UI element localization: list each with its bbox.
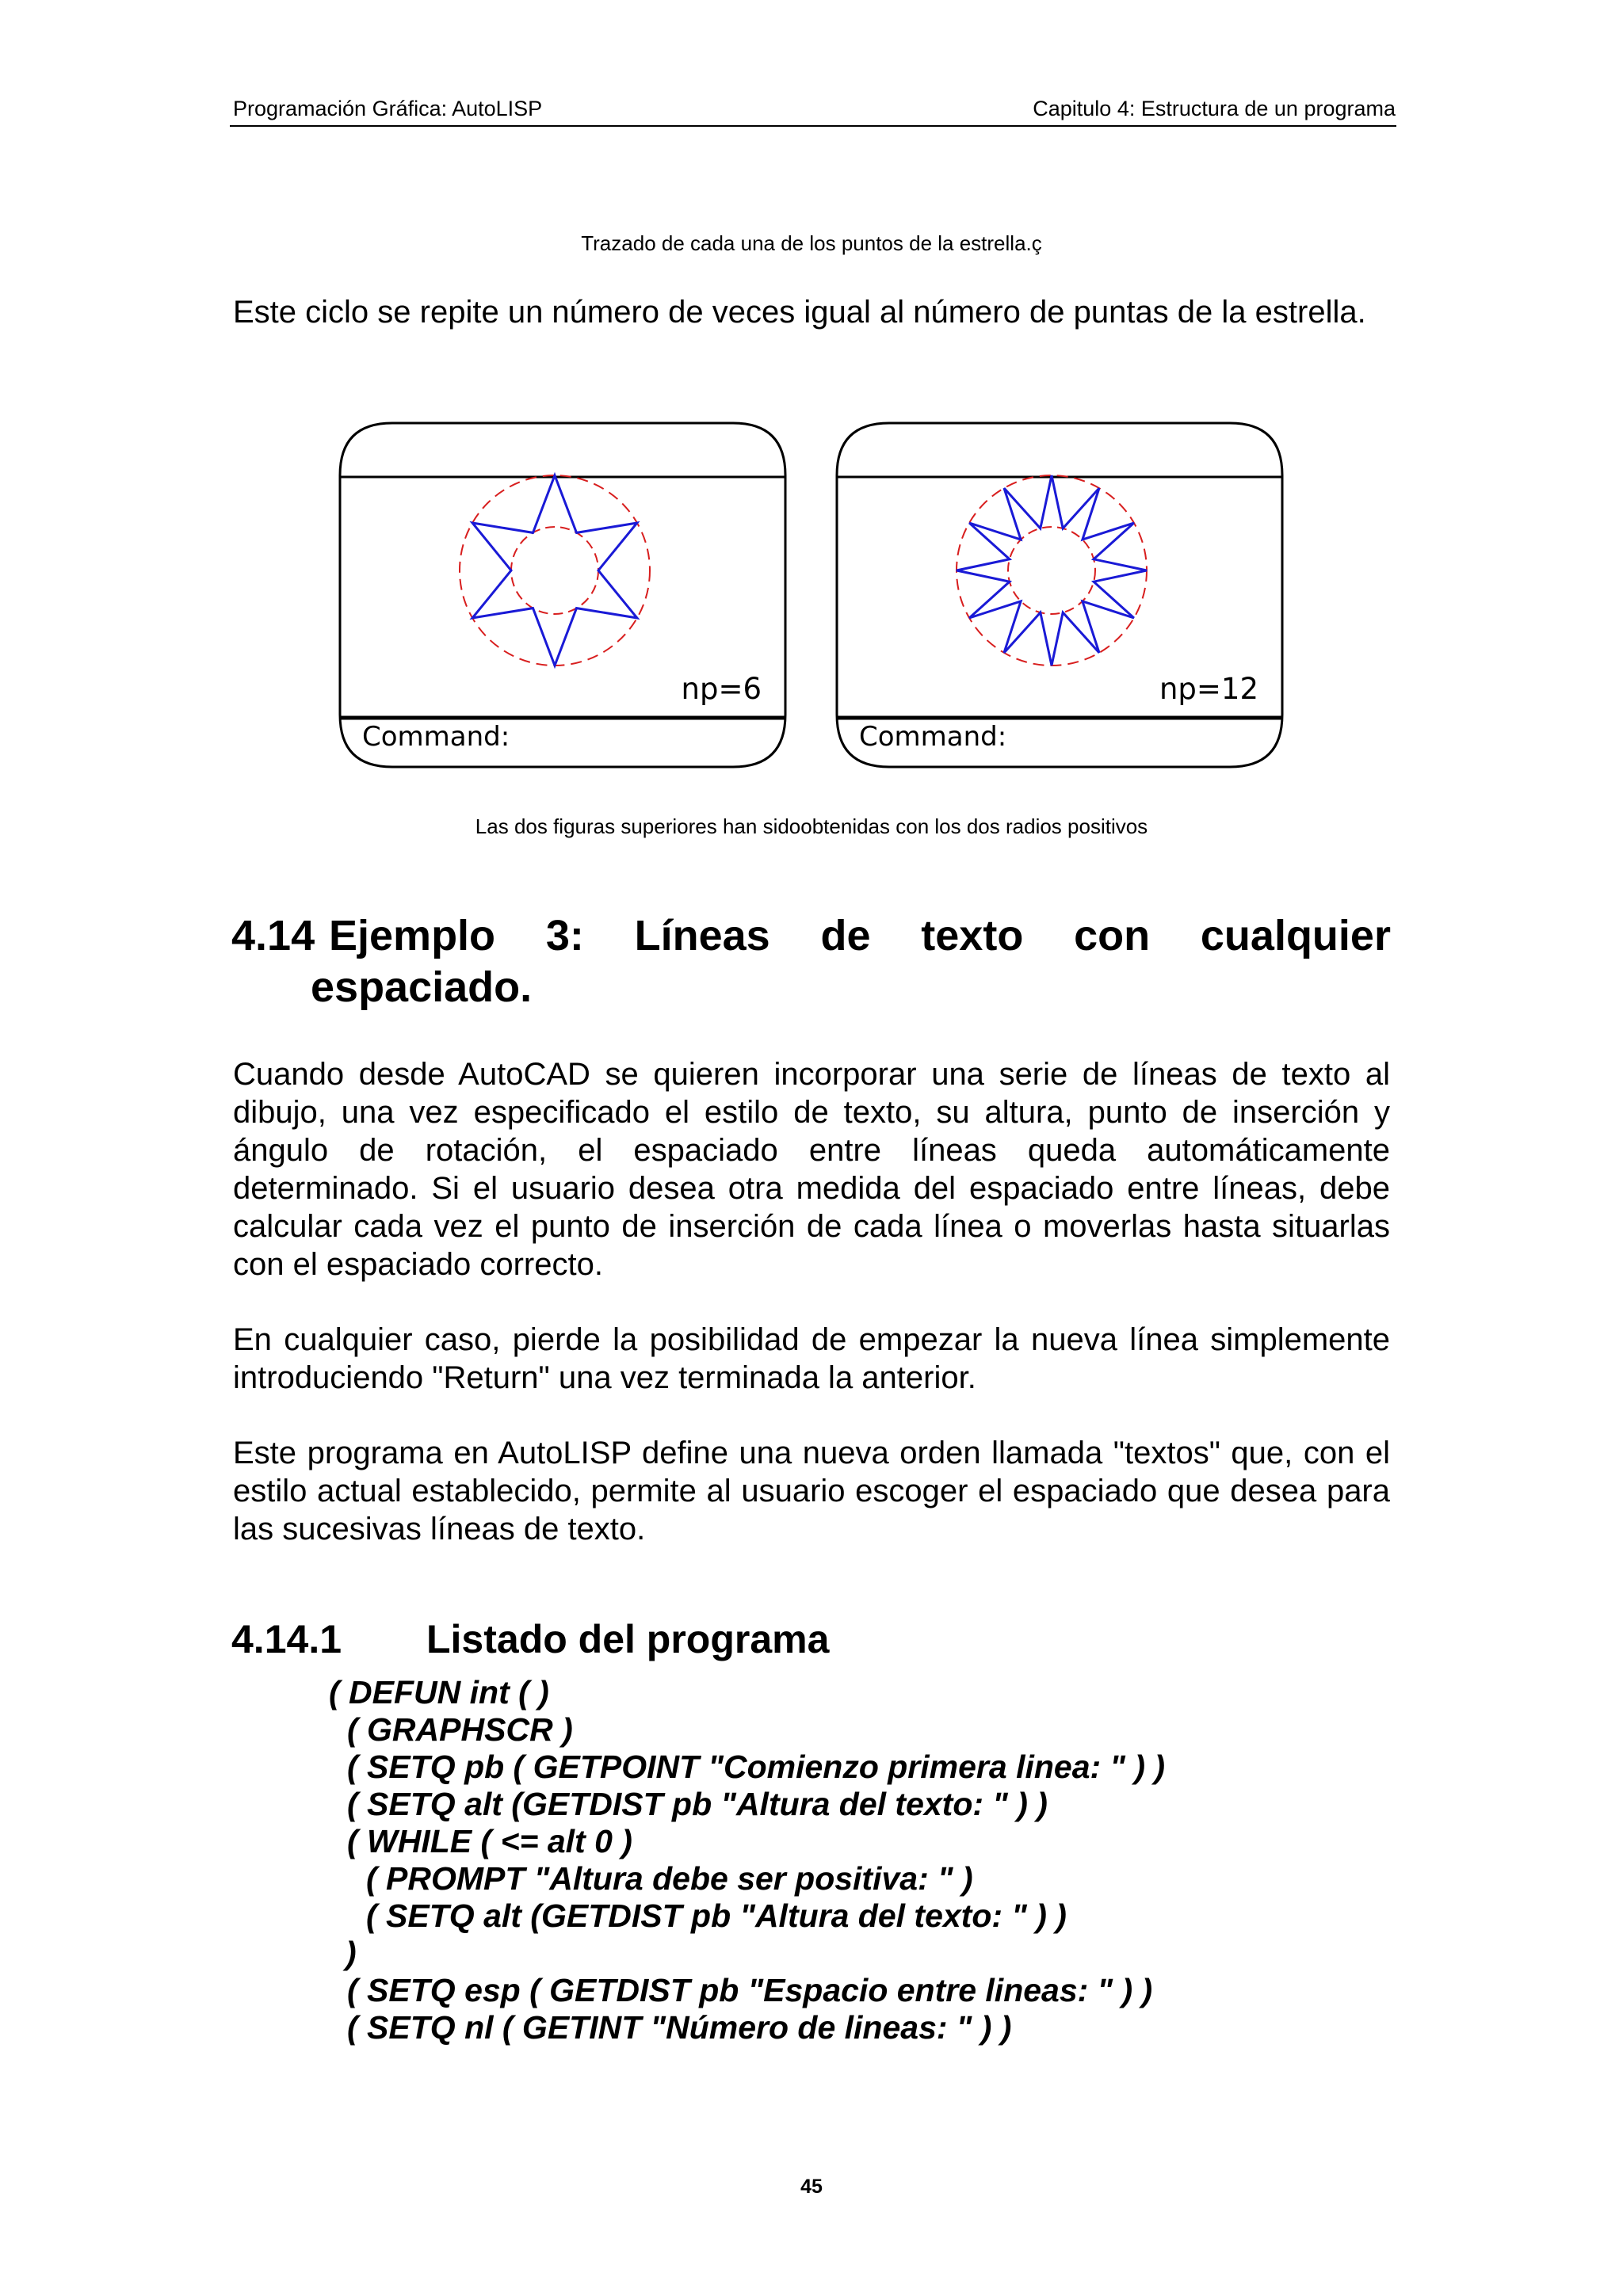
figure-frame-left bbox=[337, 420, 789, 770]
title-word: texto bbox=[921, 912, 1024, 959]
running-header-right: Capitulo 4: Estructura de un programa bbox=[1033, 97, 1396, 120]
code-line: ( SETQ nl ( GETINT "Número de lineas: " ) ) bbox=[347, 2009, 1012, 2046]
subsection-title: Listado del programa bbox=[426, 1617, 830, 1661]
header-rule bbox=[230, 125, 1396, 127]
running-header-left: Programación Gráfica: AutoLISP bbox=[233, 97, 543, 120]
figure-panel-left bbox=[337, 420, 789, 770]
title-word: 3: bbox=[545, 912, 584, 959]
caption-top: Trazado de cada una de los puntos de la estrella.ç bbox=[581, 231, 1042, 255]
np-label: np=6 bbox=[681, 672, 762, 706]
np-label: np=12 bbox=[1159, 672, 1258, 706]
figure-frame-right bbox=[834, 420, 1285, 770]
code-line: ( WHILE ( <= alt 0 ) bbox=[347, 1823, 632, 1859]
caption-bottom: Las dos figuras superiores han sidoobtenidas con los dos radios positivos bbox=[475, 814, 1148, 838]
section-title-line2: espaciado. bbox=[311, 963, 533, 1011]
command-label: Command: bbox=[362, 721, 510, 753]
code-line: ( SETQ alt (GETDIST pb "Altura del texto: " ) ) bbox=[347, 1786, 1048, 1822]
code-line: ( DEFUN int ( ) bbox=[329, 1674, 549, 1711]
title-word: Ejemplo bbox=[329, 912, 496, 959]
section-title-line1 bbox=[329, 911, 1391, 960]
section-number: 4.14 bbox=[231, 912, 315, 959]
body-paragraph: En cualquier caso, pierde la posibilidad de empezar la nueva línea simplemente introduciendo "Return" una vez terminada la anterior. bbox=[233, 1322, 1390, 1395]
code-line: ) bbox=[346, 1935, 357, 1971]
body-paragraph: Este programa en AutoLISP define una nueva orden llamada "textos" que, con el estilo actual establecido, permite al usuario escoger el espaciado que desea para las sucesivas líneas de texto. bbox=[233, 1436, 1390, 1547]
code-line: ( PROMPT "Altura debe ser positiva: " ) bbox=[366, 1860, 973, 1897]
page-number: 45 bbox=[800, 2176, 823, 2198]
subsection-number: 4.14.1 bbox=[231, 1617, 342, 1661]
code-line: ( SETQ alt (GETDIST pb "Altura del texto: " ) ) bbox=[366, 1897, 1067, 1934]
code-line: ( SETQ esp ( GETDIST pb "Espacio entre lineas: " ) ) bbox=[347, 1972, 1153, 2008]
body-paragraph: Cuando desde AutoCAD se quieren incorporar una serie de líneas de texto al dibujo, una vez especificado el estilo de texto, su altura, punto de inserción y ángulo de rotación, el espaciado entre líneas queda automáticamente determinado. Si el usuario desea otra medida del espaciado entre líneas, debe calcular cada vez el punto de inserción de cada línea o moverlas hasta situarlas con el espaciado correcto. bbox=[233, 1057, 1390, 1282]
title-word: cualquier bbox=[1200, 912, 1391, 959]
title-word: Líneas bbox=[634, 912, 770, 959]
title-word: de bbox=[820, 912, 871, 959]
code-line: ( SETQ pb ( GETPOINT "Comienzo primera linea: " ) ) bbox=[347, 1749, 1166, 1785]
intro-paragraph: Este ciclo se repite un número de veces igual al número de puntas de la estrella. bbox=[233, 295, 1366, 330]
command-label: Command: bbox=[859, 721, 1007, 753]
title-word: con bbox=[1074, 912, 1151, 959]
figure-panel-right bbox=[834, 420, 1285, 770]
code-line: ( GRAPHSCR ) bbox=[347, 1711, 573, 1748]
